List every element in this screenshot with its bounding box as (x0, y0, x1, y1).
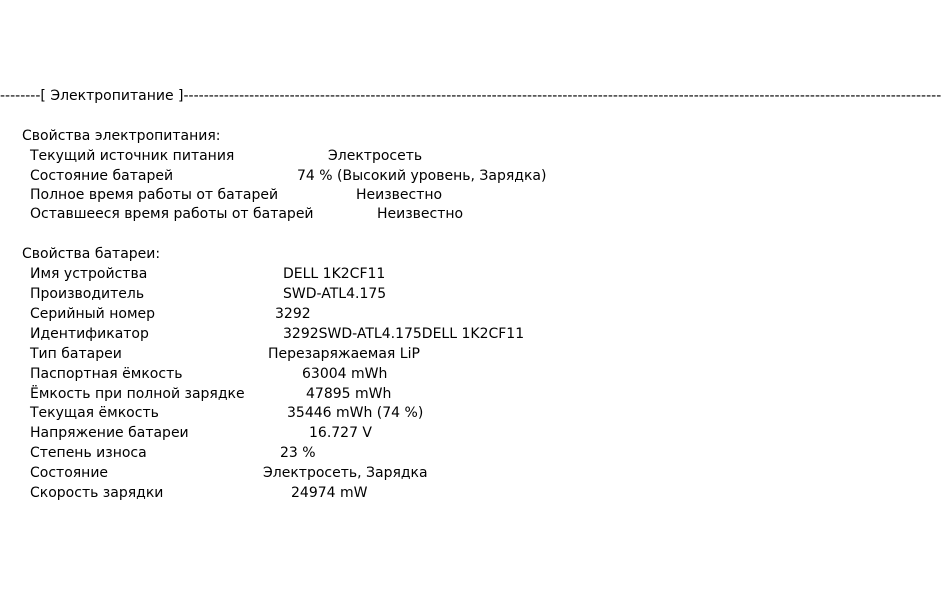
battery-row-label: Напряжение батареи (30, 425, 189, 441)
battery-row-value: 3292 (275, 306, 311, 322)
report-section-header (0, 87, 941, 106)
battery-row-label: Имя устройства (30, 266, 148, 282)
battery-row-label: Степень износа (30, 445, 147, 461)
battery-row-value: Перезаряжаемая LiP (268, 346, 420, 362)
battery-row-label: Серийный номер (30, 306, 156, 322)
battery-row-value: 16.727 V (309, 425, 373, 441)
power-row-label-battery-state: Состояние батарей (30, 168, 174, 184)
battery-row-label: Текущая ёмкость (30, 405, 159, 421)
power-row-label-source: Текущий источник питания (30, 148, 235, 164)
power-row-value-battery-state: 74 % (Высокий уровень, Зарядка) (297, 168, 547, 184)
header-title: [ Электропитание ] (40, 88, 184, 104)
header-right-dashes: ------------------------------------------------------------------------------------------------------------------------------------------------------ (183, 88, 941, 104)
power-row-label-remaining-time: Оставшееся время работы от батарей (30, 206, 314, 222)
battery-row-value: SWD-ATL4.175 (283, 286, 387, 302)
battery-row-label: Тип батареи (30, 346, 122, 362)
power-row-value-full-time: Неизвестно (356, 187, 443, 203)
battery-row-label: Состояние (30, 465, 109, 481)
battery-section-title: Свойства батареи: (22, 246, 161, 262)
battery-row-value: DELL 1K2CF11 (283, 266, 386, 282)
battery-row-value: 24974 mW (291, 485, 368, 501)
battery-row-value: 3292SWD-ATL4.175DELL 1K2CF11 (283, 326, 525, 342)
battery-row-value: 63004 mWh (302, 366, 388, 382)
battery-row-value: 47895 mWh (306, 386, 392, 402)
power-row-value-source: Электросеть (328, 148, 423, 164)
battery-row-value: 23 % (280, 445, 316, 461)
battery-row-label: Паспортная ёмкость (30, 366, 183, 382)
power-row-value-remaining-time: Неизвестно (377, 206, 464, 222)
battery-row-label: Идентификатор (30, 326, 149, 342)
battery-row-value: Электросеть, Зарядка (263, 465, 428, 481)
battery-row-label: Скорость зарядки (30, 485, 164, 501)
power-section-title: Свойства электропитания: (22, 128, 221, 144)
battery-row-value: 35446 mWh (74 %) (287, 405, 424, 421)
header-left-dashes: -------- (0, 88, 41, 104)
battery-row-label: Ёмкость при полной зарядке (30, 386, 245, 402)
battery-row-label: Производитель (30, 286, 145, 302)
power-row-label-full-time: Полное время работы от батарей (30, 187, 279, 203)
